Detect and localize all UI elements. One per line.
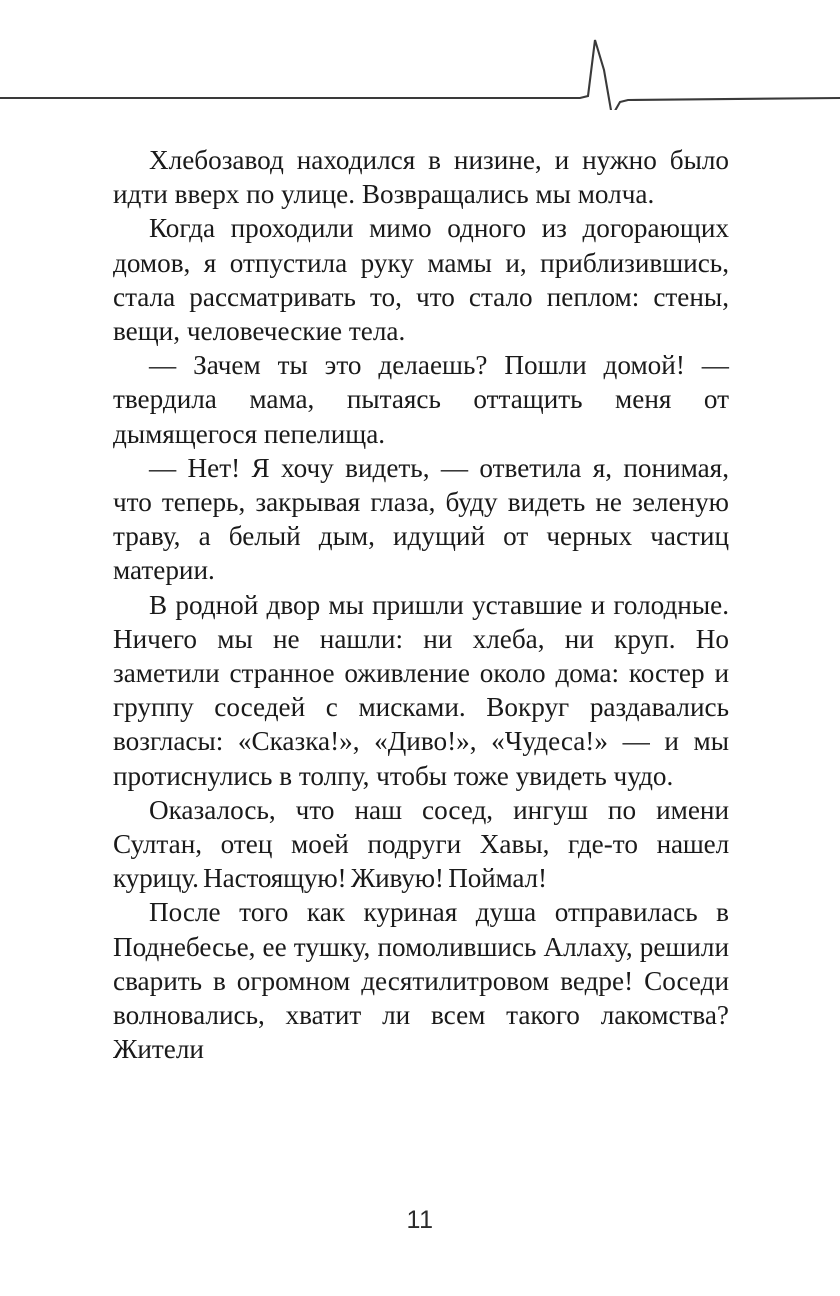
paragraph-dialogue: — Нет! Я хочу видеть, — ответила я, понимая, что теперь, закрывая глаза, буду видеть не зеленую траву, а белый дым, идущий от черных частиц материи. [113, 452, 729, 586]
body-text-column [113, 143, 729, 1066]
paragraph: Хлебозавод находился в низине, и нужно было идти вверх по улице. Возвращались мы молча. [113, 145, 729, 210]
paragraph: В родной двор мы пришли уставшие и голодные. Ничего мы не нашли: ни хлеба, ни круп. Но заметили странное оживление около дома: костер и группу соседей с мисками. Вокруг раздавались возгласы: «Сказка!», «Диво!», «Чудеса!» — и мы протиснулись в толпу, чтобы тоже увидеть чудо. [113, 589, 729, 791]
paragraph [113, 793, 729, 896]
paragraph-tight-line: нашел курицу. Настоящую! Живую! Поймал! [113, 829, 729, 894]
paragraph-dialogue: — Зачем ты это делаешь? Пошли домой! — твердила мама, пытаясь оттащить меня от дымящегося пепелища. [113, 350, 729, 449]
heartbeat-ecg-line-icon [0, 30, 840, 110]
page-number: 11 [406, 1206, 434, 1234]
paragraph: Когда проходили мимо одного из догорающих домов, я отпустила руку мамы и, приблизившись, стала рассматривать то, что стало пеплом: стены, вещи, человеческие тела. [113, 213, 729, 347]
paragraph: После того как куриная душа отправилась в Поднебесье, ее тушку, помолившись Аллаху, решили сварить в огромном десятилитровом ведре! Соседи волновались, хватит ли всем такого лакомства? Жители [113, 897, 729, 1065]
paragraph-lead-text: Оказалось, что наш сосед, ингуш по имени Султан, отец моей подруги Хавы, где-то [113, 794, 729, 860]
